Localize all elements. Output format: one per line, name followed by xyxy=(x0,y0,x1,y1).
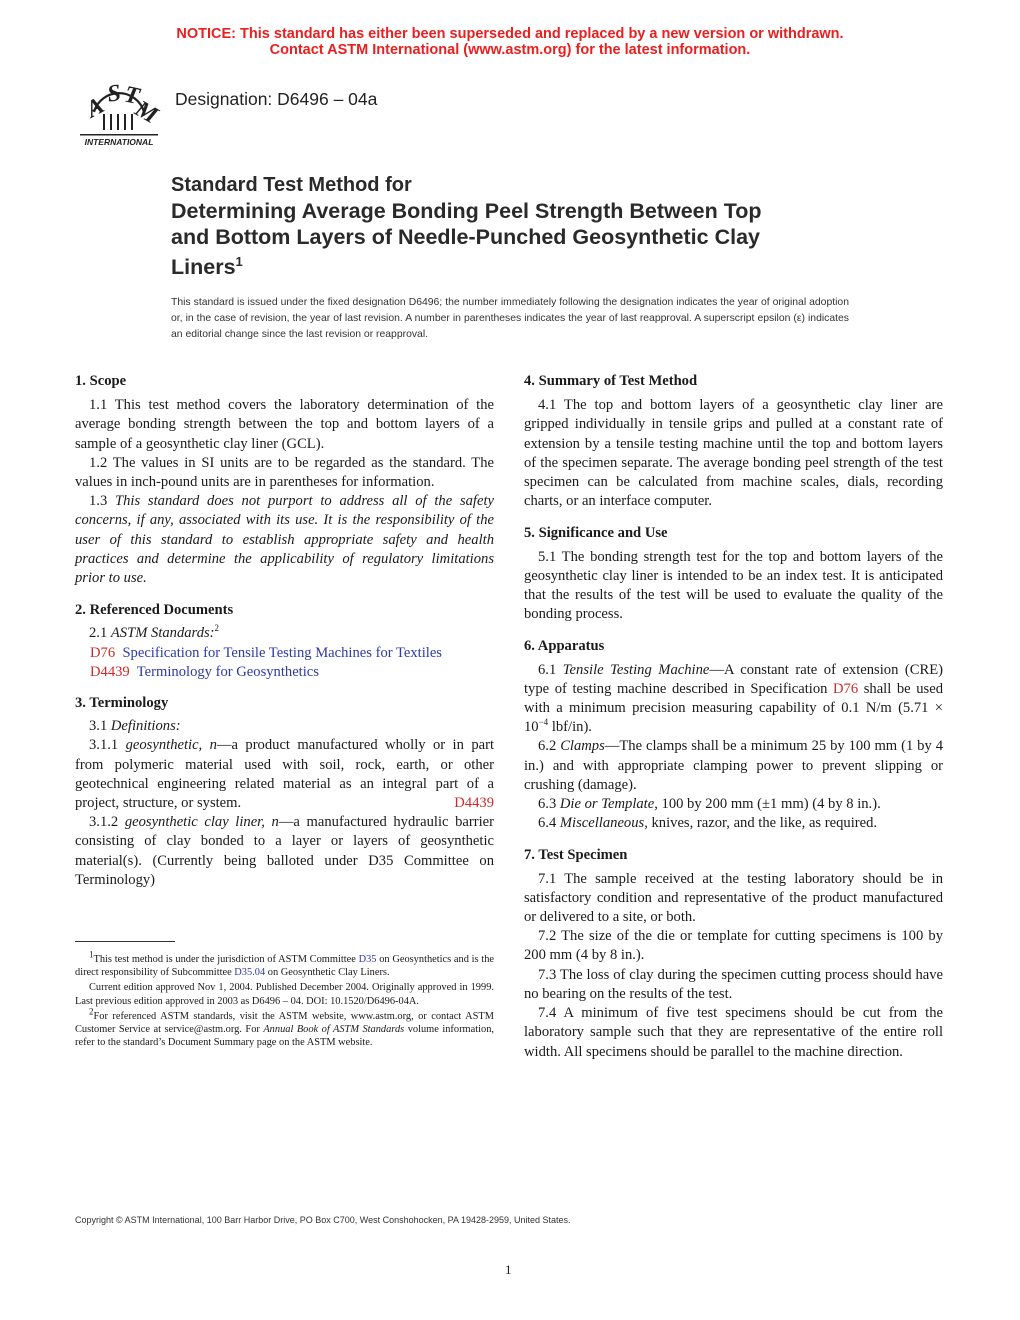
left-column xyxy=(75,372,494,890)
para-7-2: 7.2 The size of the die or template for cutting specimens is 100 by 200 mm (4 by 8 in.). xyxy=(524,928,943,964)
copyright: Copyright © ASTM International, 100 Barr Harbor Drive, PO Box C700, West Conshohocken, PA 19428-2959, United States. xyxy=(75,1215,571,1225)
svg-text:A: A xyxy=(82,92,109,124)
para-4-1: 4.1 The top and bottom layers of a geosynthetic clay liner are gripped individually in tensile grips and pulled at a constant rate of extension by a tensile testing machine until the top and bottom layers of the specimen separate. The average bonding peel strength of the test specimen can be calculated from machine scales, dials, recording charts, or an interface computer. xyxy=(524,397,943,510)
footnote-rule xyxy=(75,941,175,942)
footnote-2-mark: 2 xyxy=(89,1006,94,1017)
para-3-1-num: 3.1 xyxy=(89,718,111,735)
para-2-1-text: ASTM Standards: xyxy=(110,625,215,642)
ref-d4439-link[interactable]: Terminology for Geosynthetics xyxy=(136,663,319,680)
right-column xyxy=(524,372,943,1062)
para-1-3-num: 1.3 xyxy=(89,493,116,510)
footnote-1-link-d35[interactable]: D35 xyxy=(358,954,377,965)
para-6-1-num: 6.1 xyxy=(538,661,563,678)
para-6-3-num: 6.3 xyxy=(538,796,560,813)
title-line4 xyxy=(171,249,871,280)
para-6-1 xyxy=(524,661,943,738)
reference-d4439[interactable] xyxy=(75,663,494,682)
footnote-2 xyxy=(75,1006,494,1050)
para-3-1-1-text: —a product manufactured wholly or in part from polymeric material used with soil, rock, earth, or other geotechnical engineering related material as an integral part of a project, structure, or system. xyxy=(75,737,495,812)
preamble: This standard is issued under the fixed designation D6496; the number immediately following the designation indicates the year of original adoption or, in the case of revision, the year of last revision. A number in parentheses indicates the year of last reapproval. A superscript epsilon (ε) indicates an editorial change since the last revision or reapproval. xyxy=(171,297,849,340)
para-2-1-num: 2.1 xyxy=(89,625,111,642)
para-2-1 xyxy=(75,624,494,643)
para-6-2-num: 6.2 xyxy=(538,738,561,755)
para-6-2 xyxy=(524,737,943,795)
para-5-1: 5.1 The bonding strength test for the top and bottom layers of the geosynthetic clay liner is intended to be an index test. It is anticipated that the results of the test will be used to evaluate the quality of the bonding process. xyxy=(524,548,943,623)
footnote-1-text-b: on Geosynthetics and is the direct responsibility of Subcommittee xyxy=(75,954,494,979)
para-3-1-2-num: 3.1.2 xyxy=(89,814,125,831)
svg-text:M: M xyxy=(130,95,162,130)
title-line3: and Bottom Layers of Needle-Punched Geosynthetic Clay xyxy=(171,225,760,249)
section-4-heading: 4. Summary of Test Method xyxy=(524,373,698,389)
para-3-1-2-text: —a manufactured hydraulic barrier consisting of clay bonded to a layer or layers of geosynthetic material(s). (Currently being balloted under D35 Committee on Terminology) xyxy=(75,814,494,888)
para-6-1-text-b: shall be used with a minimum precision measuring capability of 0.1 N/m (5.71 × 10 xyxy=(524,680,943,736)
para-1-2: 1.2 The values in SI units are to be regarded as the standard. The values in inch-pound units are in parentheses for information. xyxy=(75,454,494,491)
para-6-3-text: , 100 by 200 mm (±1 mm) (4 by 8 in.). xyxy=(654,796,881,813)
para-6-4-text: , knives, razor, and the like, as required. xyxy=(644,815,878,832)
footnote-1 xyxy=(75,949,494,979)
withdrawn-notice-line1: NOTICE: This standard has either been superseded and replaced by a new version or withdrawn. xyxy=(176,26,844,42)
para-6-3-term: Die or Template xyxy=(559,796,655,813)
para-1-3-text: This standard does not purport to address all of the safety concerns, if any, associated with its use. It is the responsibility of the user of this standard to establish appropriate safety and health practices and determine the applicability of regulatory limitations prior to use. xyxy=(75,493,494,587)
svg-text:S: S xyxy=(105,80,123,108)
ref-d76-link[interactable]: Specification for Tensile Testing Machines for Textiles xyxy=(122,644,442,661)
para-6-4 xyxy=(524,814,943,833)
footnote-1-text-a: This test method is under the jurisdiction of ASTM Committee xyxy=(93,954,359,965)
ref-d4439-code[interactable]: D4439 xyxy=(90,663,130,680)
footnote-2-text-b: volume information, refer to the standard’s Document Summary page on the ASTM website. xyxy=(75,1024,494,1049)
para-6-2-text: —The clamps shall be a minimum 25 by 100 mm (1 by 4 in.) and with appropriate clamping power to prevent slipping or crushing (damage). xyxy=(524,738,944,793)
footnote-1-edition: Current edition approved Nov 1, 2004. Published December 2004. Originally approved in 1999. Last previous edition approved in 2003 as D6496 – 04. DOI: 10.1520/D6496-04A. xyxy=(75,982,494,1007)
section-2-heading: 2. Referenced Documents xyxy=(75,602,234,619)
svg-text:T: T xyxy=(122,81,142,111)
para-6-1-text-a: —A constant rate of extension (CRE) type of testing machine described in Specification xyxy=(524,661,944,697)
para-1-3 xyxy=(75,492,494,588)
footnote-2-italic: Annual Book of ASTM Standards xyxy=(263,1024,405,1036)
para-6-4-num: 6.4 xyxy=(538,815,560,832)
title-footnote-ref[interactable]: 1 xyxy=(235,254,243,269)
para-3-1-2-term: geosynthetic clay liner, n xyxy=(124,814,279,831)
para-3-1-1-num: 3.1.1 xyxy=(89,737,126,754)
para-6-4-term: Miscellaneous xyxy=(559,815,645,832)
page-number: 1 xyxy=(505,1262,512,1277)
para-3-1-1-ref[interactable]: D4439 xyxy=(454,795,494,812)
para-3-1-2 xyxy=(75,813,494,890)
footnote-1-text-c: on Geosynthetic Clay Liners. xyxy=(265,967,390,979)
title-line1: Standard Test Method for xyxy=(171,174,412,196)
para-1-1: 1.1 This test method covers the laboratory determination of the average bonding strength between the top and bottom layers of a sample of a geosynthetic clay liner (GCL). xyxy=(75,397,494,452)
section-1-heading: 1. Scope xyxy=(75,373,127,389)
para-6-1-text-c: lbf/in). xyxy=(548,719,592,736)
footnote-1-mark: 1 xyxy=(89,949,94,960)
para-6-3 xyxy=(524,795,943,814)
reference-d76[interactable] xyxy=(75,644,494,663)
para-7-4: 7.4 A minimum of five test specimens should be cut from the laboratory sample such that they are representative of the entire roll width. All specimens should be parallel to the machine direction. xyxy=(524,1005,943,1060)
para-3-1-1-term: geosynthetic, n xyxy=(125,737,217,754)
section-7-heading: 7. Test Specimen xyxy=(524,847,628,864)
para-6-1-ref-d76[interactable]: D76 xyxy=(833,680,859,697)
para-7-3: 7.3 The loss of clay during the specimen cutting process should have no bearing on the results of the test. xyxy=(524,966,943,1002)
para-6-2-term: Clamps xyxy=(560,738,605,755)
para-6-1-exponent: −4 xyxy=(538,717,549,728)
para-3-1 xyxy=(75,717,494,736)
para-7-1: 7.1 The sample received at the testing laboratory should be in satisfactory condition and representative of the product manufactured or delivered to a site, or both. xyxy=(524,870,943,926)
withdrawn-notice-line2: Contact ASTM International (www.astm.org) for the latest information. xyxy=(269,42,751,58)
footnote-1-link-d35-04[interactable]: D35.04 xyxy=(234,967,266,979)
para-3-1-text: Definitions: xyxy=(110,718,181,735)
section-3-heading: 3. Terminology xyxy=(75,695,169,712)
section-5-heading: 5. Significance and Use xyxy=(524,525,668,542)
astm-logo xyxy=(76,74,162,150)
footnote-2-text-a: For referenced ASTM standards, visit the ASTM website, www.astm.org, or contact ASTM Customer Service at service@astm.org. For xyxy=(75,1010,494,1036)
ref-d76-code[interactable]: D76 xyxy=(90,644,116,661)
title-line2: Determining Average Bonding Peel Strength Between Top xyxy=(171,199,762,223)
title-liners: Liners xyxy=(171,255,236,280)
footnotes xyxy=(75,949,494,1049)
logo-label: INTERNATIONAL xyxy=(84,137,154,147)
section-6-heading: 6. Apparatus xyxy=(524,638,605,655)
designation: Designation: D6496 – 04a xyxy=(175,89,378,109)
para-6-1-term: Tensile Testing Machine xyxy=(562,661,710,678)
para-2-1-footnote-ref[interactable]: 2 xyxy=(214,623,220,634)
para-3-1-1 xyxy=(75,736,494,813)
